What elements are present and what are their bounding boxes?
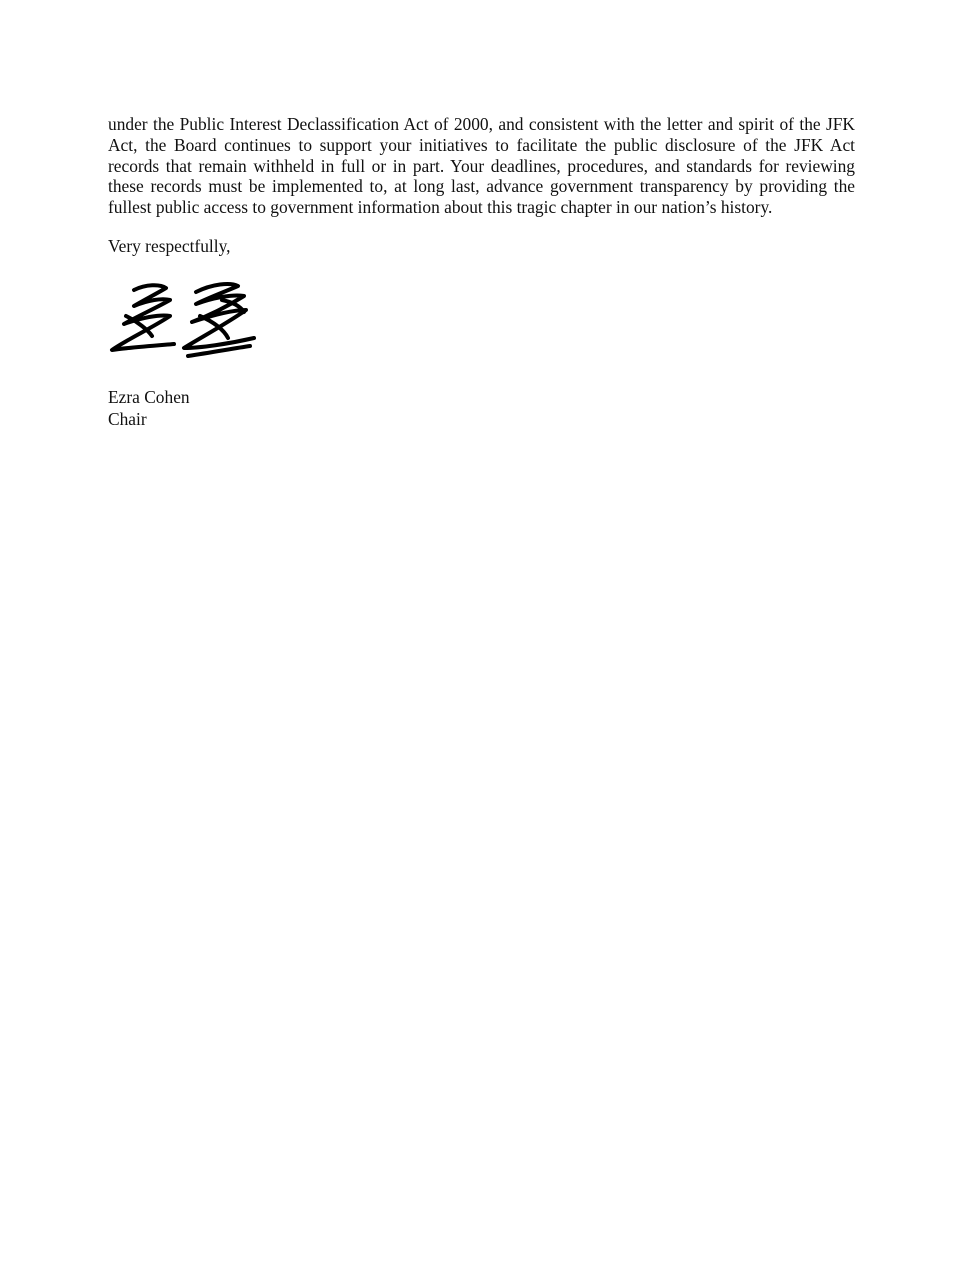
signer-title: Chair — [108, 409, 147, 429]
handwritten-signature — [104, 276, 266, 368]
signer-name: Ezra Cohen — [108, 387, 190, 407]
letter-closing: Very respectfully, — [108, 236, 231, 256]
letter-body-paragraph: under the Public Interest Declassification Act of 2000, and consistent with the letter and spirit of the JFK Act, the Board continues to support your initiatives to facilitate the public disclosure of the JFK Act records that remain withheld in full or in part. Your deadlines, procedures, and standards for reviewing these records must be implemented to, at long last, advance government transparency by providing the fullest public access to government information about this tragic chapter in our nation’s history. — [108, 114, 855, 218]
